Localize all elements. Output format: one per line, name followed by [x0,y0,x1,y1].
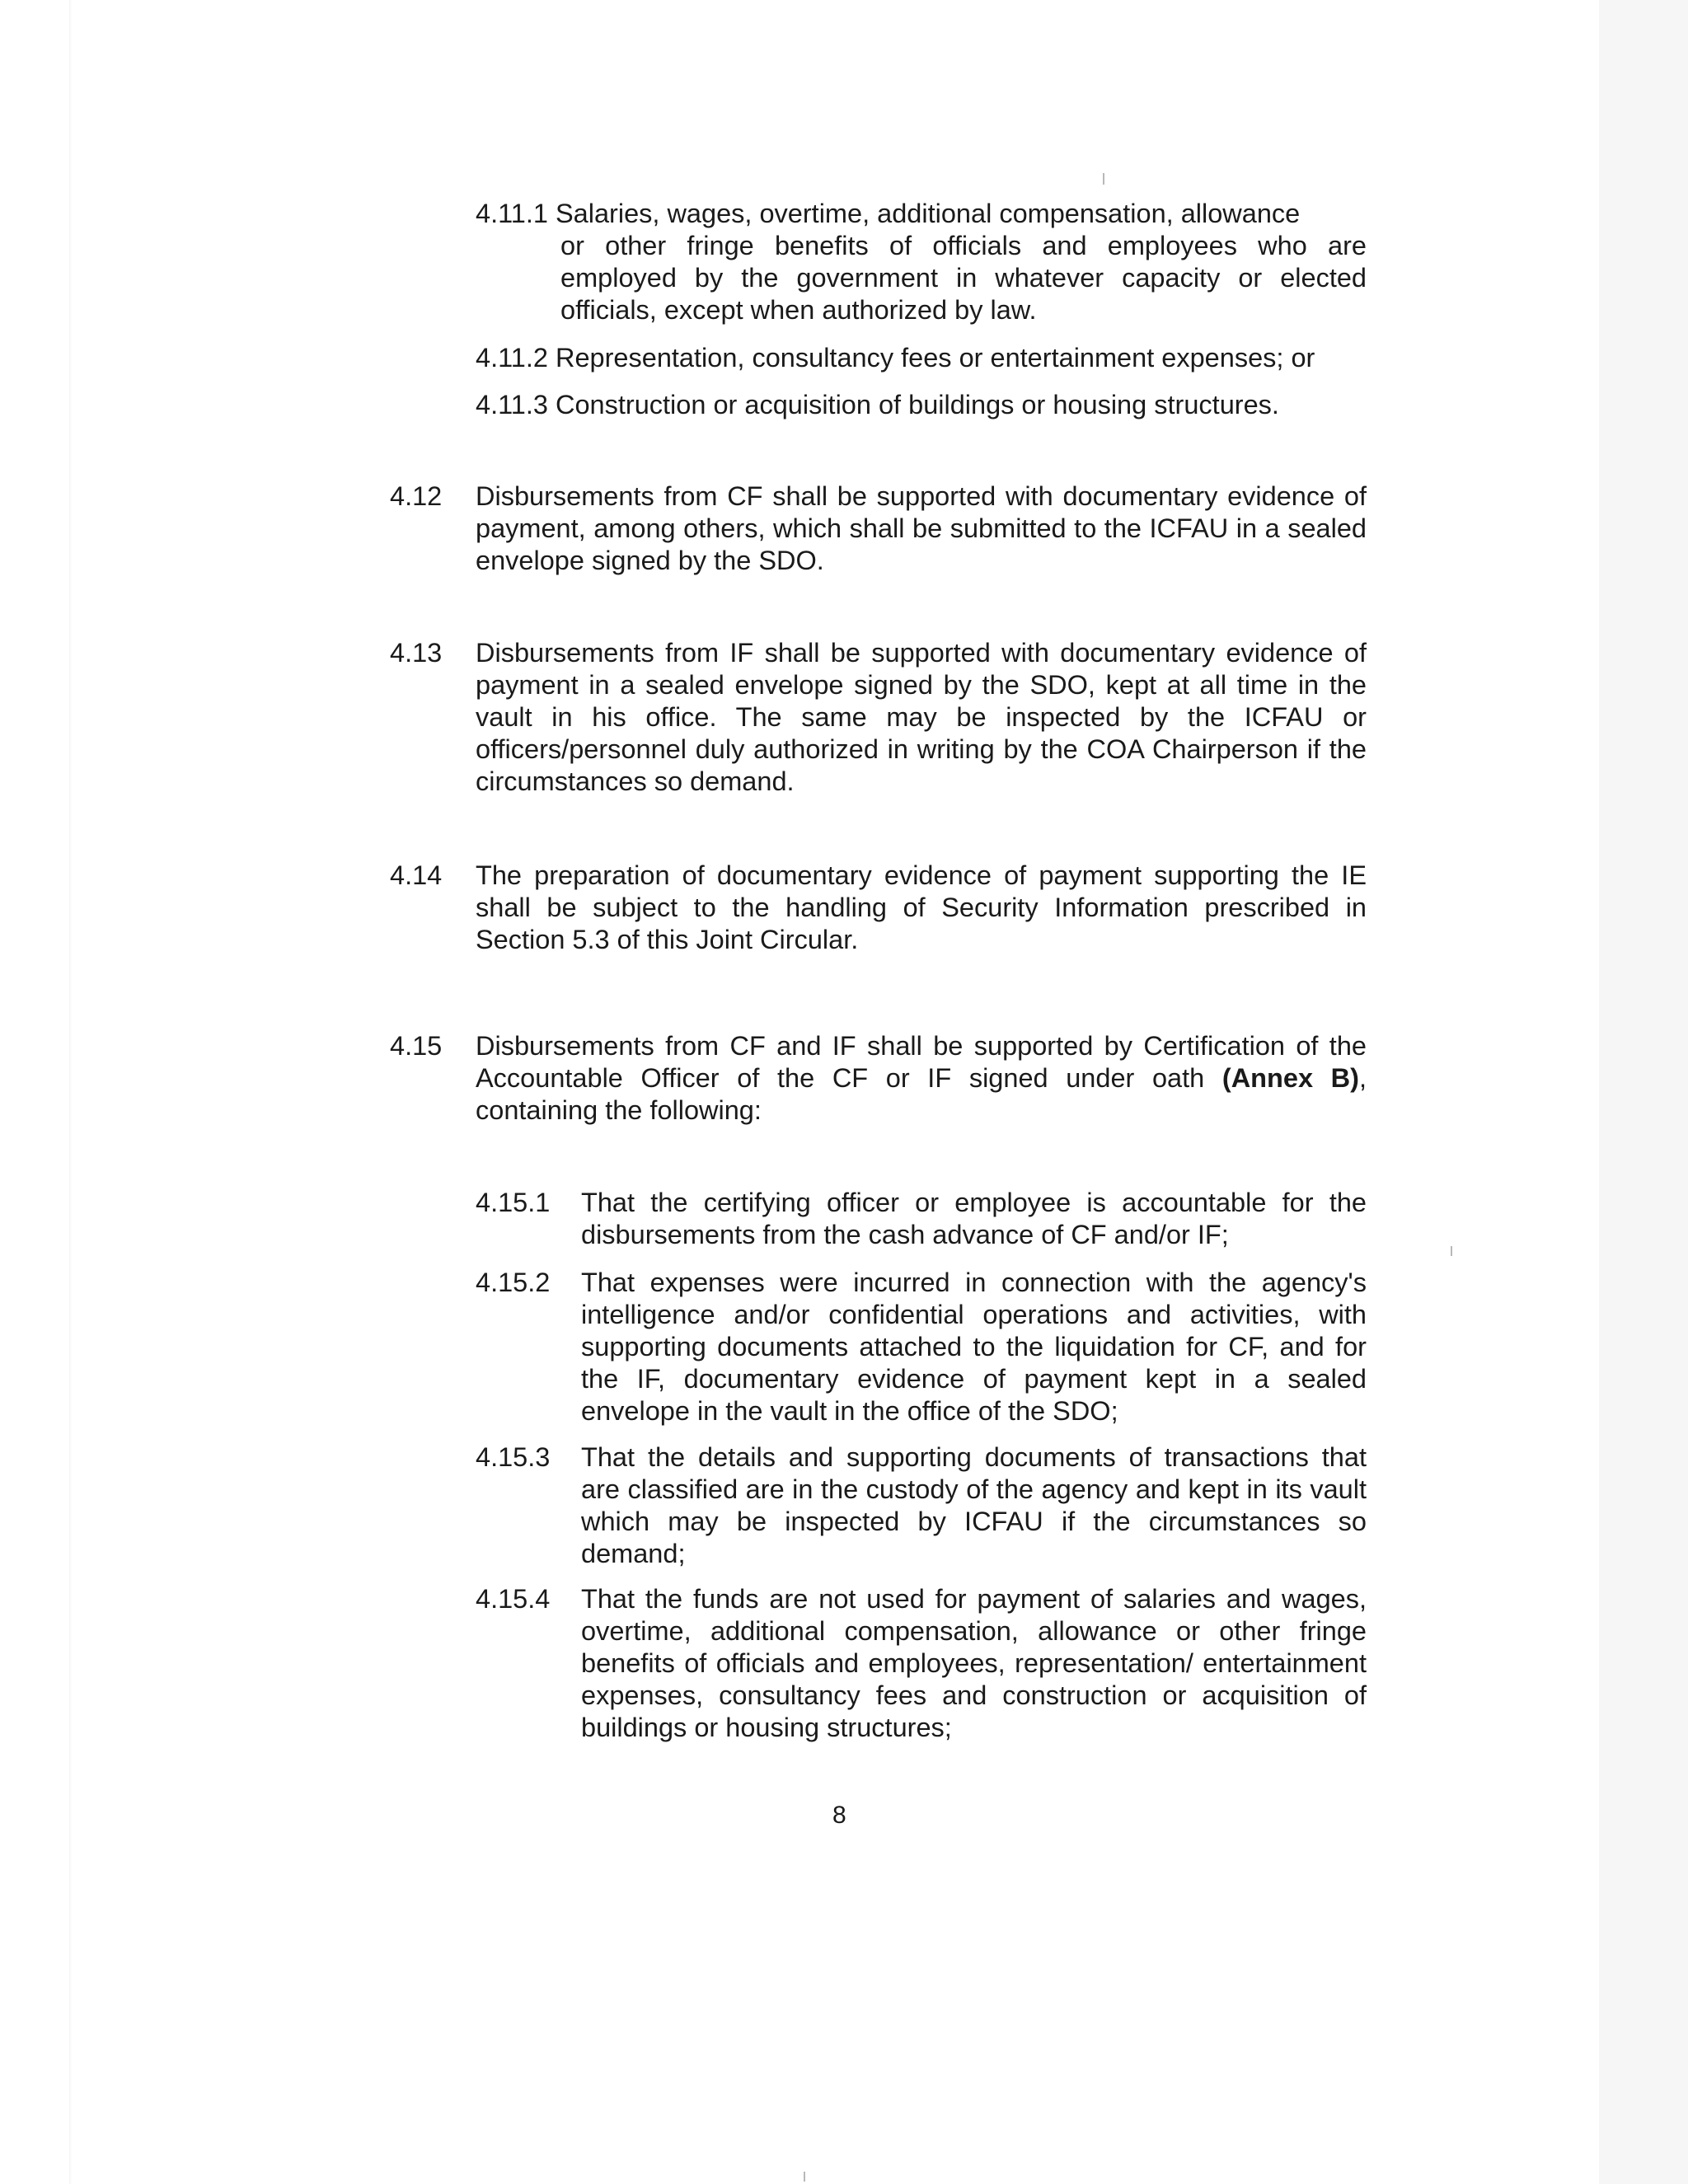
scan-speck [1451,1246,1452,1256]
item-4-15-4-text: That the funds are not used for payment of salaries and wages, overtime, additional compensation, allowance or other fringe benefits of officials and employees, representation/ entertainment expenses, consultancy fees and construction or acquisition of buildings or housing structures; [581,1584,1367,1742]
item-4-12-number: 4.12 [390,481,443,511]
item-4-15-text-after: , containing the following: [476,1063,1367,1125]
item-4-11-2-number: 4.11.2 [476,343,548,373]
item-4-11-2 [476,342,1315,374]
item-4-15-text [476,1030,1367,1127]
item-4-11-1-number: 4.11.1 [476,199,548,228]
item-4-15-3-text: That the details and supporting documents of transactions that are classified are in the custody of the agency and kept in its vault which may be inspected by ICFAU if the circumstances so demand; [581,1442,1367,1568]
item-4-15-3-number: 4.15.3 [476,1442,551,1472]
item-4-15-number: 4.15 [390,1031,443,1061]
item-4-11-3-text: Construction or acquisition of buildings or housing structures. [555,390,1279,419]
item-4-15-1-text: That the certifying officer or employee is accountable for the disbursements from the cash advance of CF and/or IF; [581,1188,1367,1249]
scan-edge-left [69,0,73,2184]
item-4-12-text: Disbursements from CF shall be supported with documentary evidence of payment, among others, which shall be submitted to the ICFAU in a sealed envelope signed by the SDO. [476,481,1367,575]
annex-b-reference: (Annex B) [1221,1063,1359,1093]
item-4-11-3 [476,389,1279,421]
item-4-15-2-text: That expenses were incurred in connection with the agency's intelligence and/or confidential operations and activities, with supporting documents attached to the liquidation for CF, and for the IF, documentary evidence of payment kept in a sealed envelope in the vault in the office of the SDO; [581,1268,1367,1426]
item-4-11-3-number: 4.11.3 [476,390,548,419]
scan-speck [1103,173,1104,185]
scan-edge-right [1599,0,1688,2184]
item-4-13-number: 4.13 [390,638,443,668]
item-4-15-4-number: 4.15.4 [476,1584,551,1614]
item-4-14-text: The preparation of documentary evidence of payment supporting the IE shall be subject to the handling of Security Information prescribed in Section 5.3 of this Joint Circular. [476,860,1367,954]
item-4-11-2-text: Representation, consultancy fees or entertainment expenses; or [555,343,1315,373]
item-4-13-text: Disbursements from IF shall be supported with documentary evidence of payment in a sealed envelope signed by the SDO, kept at all time in the vault in his office. The same may be inspected by the ICFAU or officers/personnel duly authorized in writing by the COA Chairperson if the circumstances so demand. [476,638,1367,796]
item-4-11-1-first-line [476,198,1300,230]
item-4-15-2-number: 4.15.2 [476,1268,551,1297]
page-number: 8 [832,1802,846,1829]
item-4-14-number: 4.14 [390,860,443,890]
scan-speck [804,2172,805,2182]
item-4-11-1-rest: or other fringe benefits of officials and employees who are employed by the government in whatever capacity or elected officials, except when authorized by law. [560,231,1367,325]
item-4-11-1-first-text: Salaries, wages, overtime, additional compensation, allowance [555,199,1301,228]
item-4-15-1-number: 4.15.1 [476,1188,551,1217]
item-4-15-text-before: Disbursements from CF and IF shall be supported by Certification of the Accountable Officer of the CF or IF signed under oath [476,1031,1367,1093]
